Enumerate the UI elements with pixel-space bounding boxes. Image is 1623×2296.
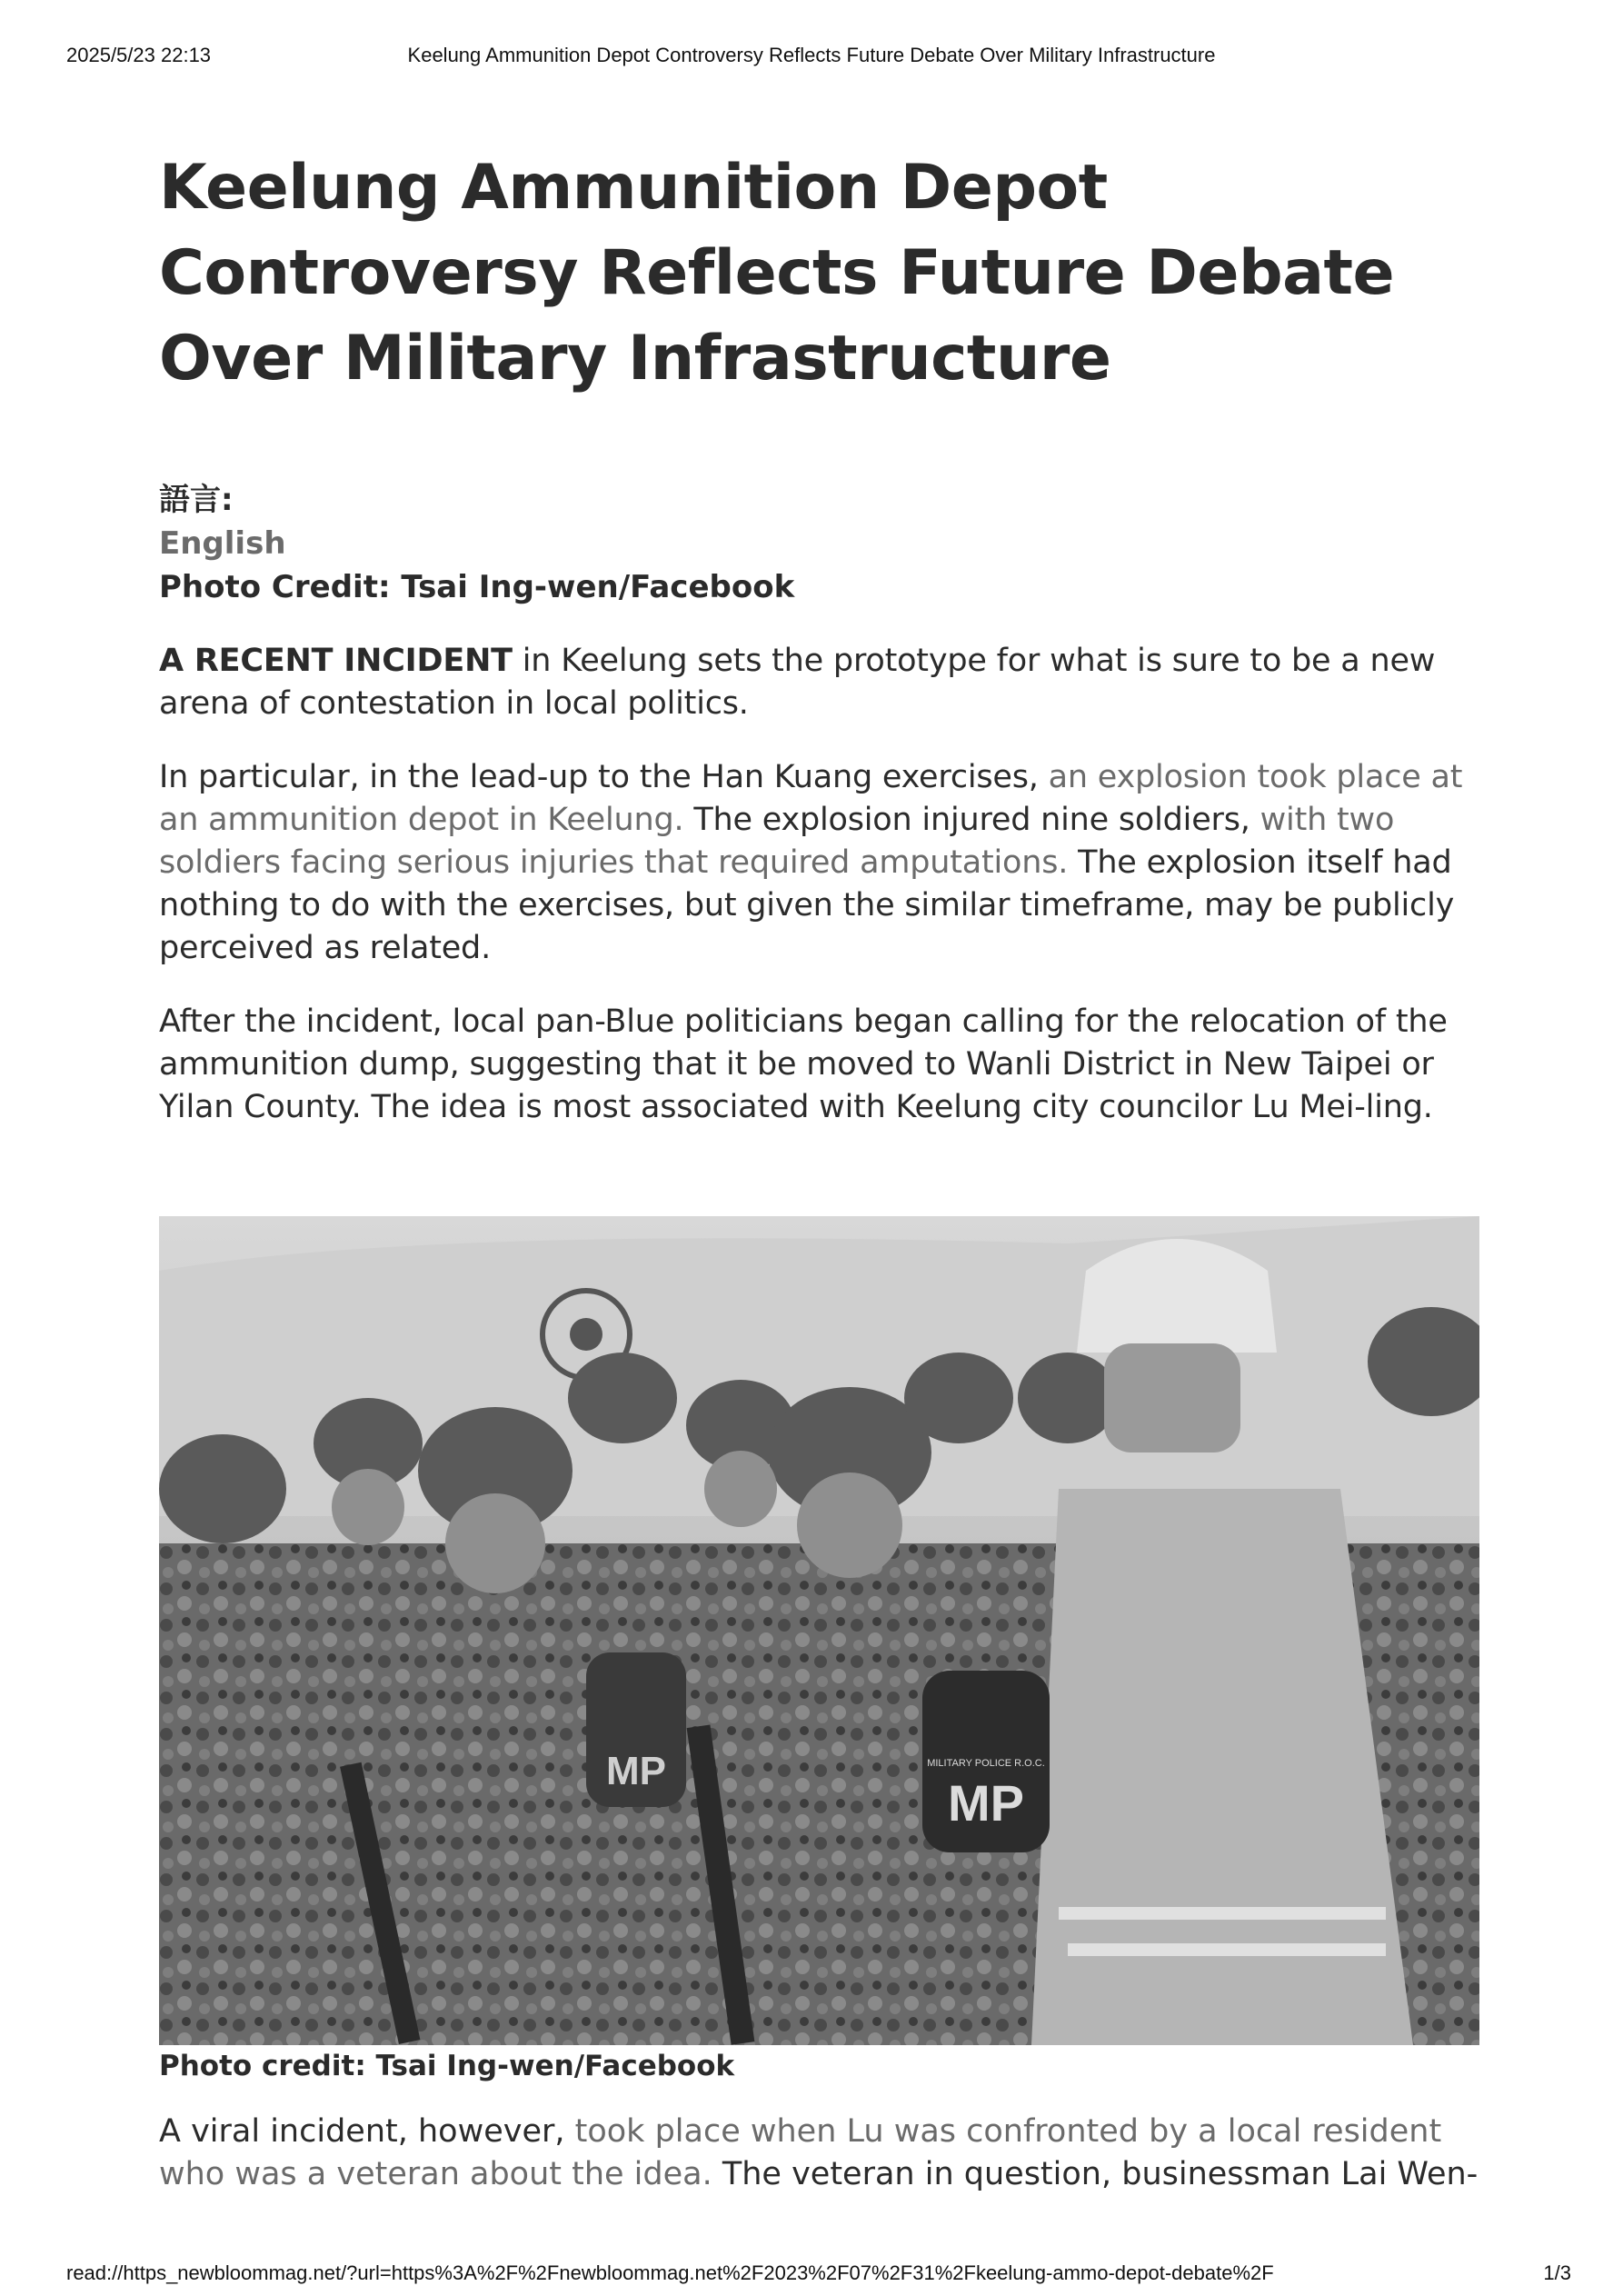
print-header <box>0 36 1623 73</box>
paragraph-3: After the incident, local pan-Blue politicians began calling for the relocation of the ammunition dump, suggesting that it be moved to Wanli District in New Taipei or Yilan County. The idea is most associated with Keelung city councilor Lu Mei-ling. <box>159 1003 1448 1125</box>
paragraph-4-text-2: The veteran in question, businessman Lai Wen- <box>712 2156 1479 2192</box>
article-title: Keelung Ammunition Depot Controversy Reflects Future Debate Over Military Infrastructure <box>159 152 1395 394</box>
print-datetime: 2025/5/23 22:13 <box>66 44 212 66</box>
language-label: 語言: <box>159 482 234 518</box>
lead-in: A RECENT INCIDENT <box>159 643 513 679</box>
paragraph-2 <box>159 756 1486 970</box>
print-page-title: Keelung Ammunition Depot Controversy Reflects Future Debate Over Military Infrastructure <box>407 44 1216 66</box>
language-link[interactable]: English <box>159 525 286 562</box>
article-photo <box>159 1216 1479 2045</box>
amputations-link[interactable]: with two soldiers facing serious injuries that required amputations. <box>159 802 1395 881</box>
print-footer <box>0 2261 1623 2296</box>
explosion-link[interactable]: an explosion took place at an ammunition depot in Keelung. <box>159 759 1463 838</box>
confrontation-link[interactable]: took place when Lu was confronted by a local resident who was a veteran about the idea. <box>159 2113 1442 2192</box>
article <box>159 145 1486 1129</box>
armband-mp-label: MP <box>948 1774 1024 1832</box>
paragraph-4-text-1: A viral incident, however, <box>159 2113 575 2150</box>
print-url: read://https_newbloommag.net/?url=https%3A%2F%2Fnewbloommag.net%2F2023%2F07%2F31%2Fkeelung-ammo-depot-debate%2F <box>66 2261 1274 2284</box>
page-number: 1/3 <box>1543 2261 1571 2284</box>
paragraph-4 <box>159 2111 1486 2196</box>
armband-text: MILITARY POLICE R.O.C. <box>927 1758 1045 1769</box>
photo-caption: Photo credit: Tsai Ing-wen/Facebook <box>159 2050 735 2082</box>
paragraph-2-text-3: The explosion itself had nothing to do with the exercises, but given the similar timeframe, may be publicly perceived as related. <box>159 844 1455 966</box>
paragraph-1 <box>159 640 1486 725</box>
armband-mp-label-2: MP <box>606 1749 666 1793</box>
article-meta <box>159 478 1486 609</box>
paragraph-2-text-1: In particular, in the lead-up to the Han Kuang exercises, <box>159 759 1049 795</box>
paragraph-1-text: in Keelung sets the prototype for what is sure to be a new arena of contestation in local politics. <box>159 643 1436 722</box>
paragraph-2-text-2: The explosion injured nine soldiers, <box>683 802 1260 838</box>
photo-credit: Photo Credit: Tsai Ing-wen/Facebook <box>159 569 795 605</box>
